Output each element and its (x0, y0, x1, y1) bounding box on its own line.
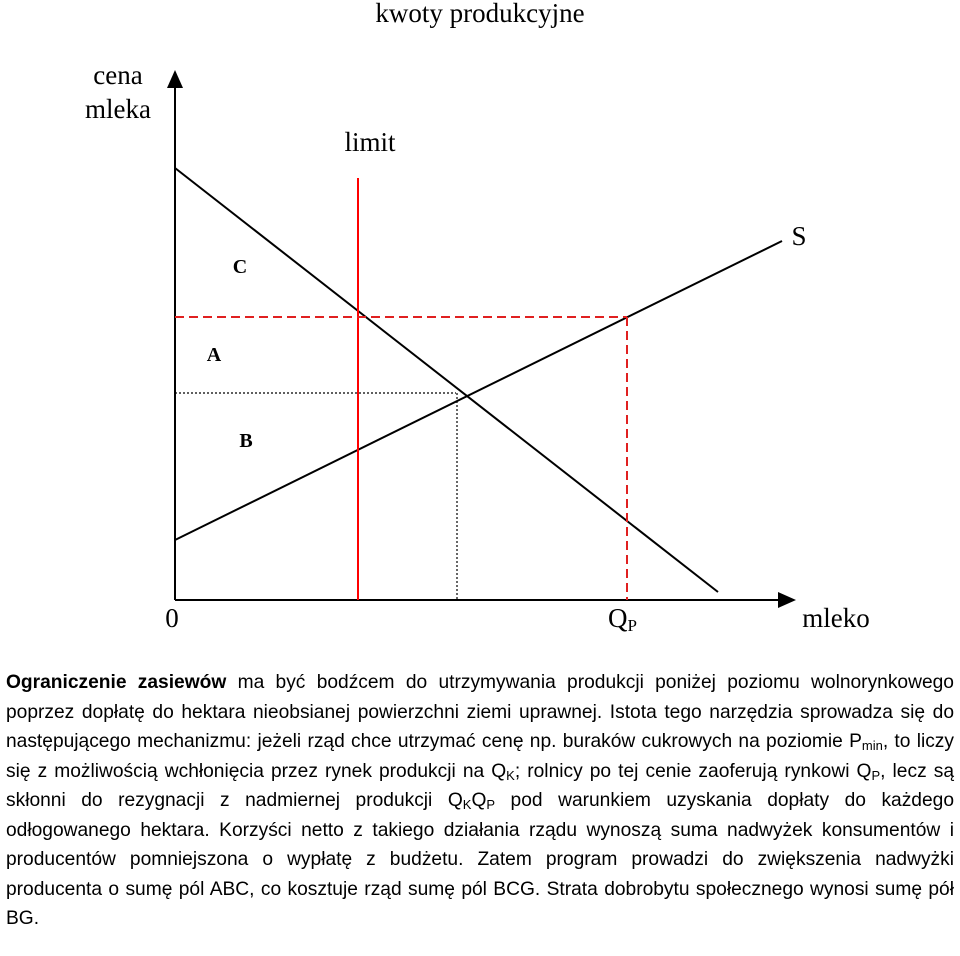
y-axis-label-line2: mleka (85, 94, 151, 124)
qp-label-sub: P (627, 616, 637, 635)
y-axis-label-line1: cena (93, 60, 143, 90)
qp-label-main: Q (608, 603, 628, 633)
text-s2: , to liczy się z możliwością wchłonięcia przez rynek produkcji na Q (6, 731, 954, 782)
region-c-label: C (232, 256, 248, 278)
supply-label: S (791, 221, 807, 251)
text-s3: ; rolnicy po tej cenie zaoferują rynkowi Q (514, 760, 872, 782)
sub-p1: P (871, 767, 881, 783)
text-s4: , lecz są skłonni do rezygnacji z nadmiernej produkcji Q (6, 760, 954, 811)
explanation-paragraph (6, 668, 954, 934)
x-axis-label: mleko (802, 603, 870, 633)
region-b-label: B (239, 430, 253, 452)
limit-label: limit (344, 127, 396, 157)
sub-k1: K (506, 767, 515, 783)
bold-lead: Ograniczenie zasiewów (6, 672, 227, 693)
region-a-label: A (206, 344, 222, 366)
text-s6: pod warunkiem uzyskania dopłaty do każdego odłogowanego hektara. Korzyści netto z takiego działania rządu wynoszą suma nadwyżek konsumentów i producentów pomniejszona o wypłatę z budżetu. Zatem program prowadzi do zwiększenia nadwyżki producenta o sumę pól ABC, co kosztuje rząd sumę pól BCG. Strata dobrobytu społecznego wynosi sumę pół BG. (6, 790, 954, 929)
demand-line (175, 168, 718, 592)
y-axis-arrow (167, 70, 183, 88)
text-s1: ma być bodźcem do utrzymywania produkcji poniżej poziomu wolnorynkowego poprzez dopłatę do hektara nieobsianej powierzchni ziemi uprawnej. Istota tego narzędzia sprowadza się do następującego mechanizmu: jeżeli rząd chce utrzymać cenę np. buraków cukrowych na poziomie P (6, 672, 954, 752)
diagram-title: kwoty produkcyjne (375, 0, 585, 28)
supply-line (175, 241, 782, 540)
x-axis-arrow (778, 592, 796, 608)
text-s5: Q (471, 790, 487, 811)
sub-p2: P (486, 797, 496, 812)
sub-k2: K (462, 797, 472, 812)
origin-label: 0 (165, 603, 179, 633)
qp-label (608, 603, 637, 635)
sub-min: min (861, 738, 883, 753)
